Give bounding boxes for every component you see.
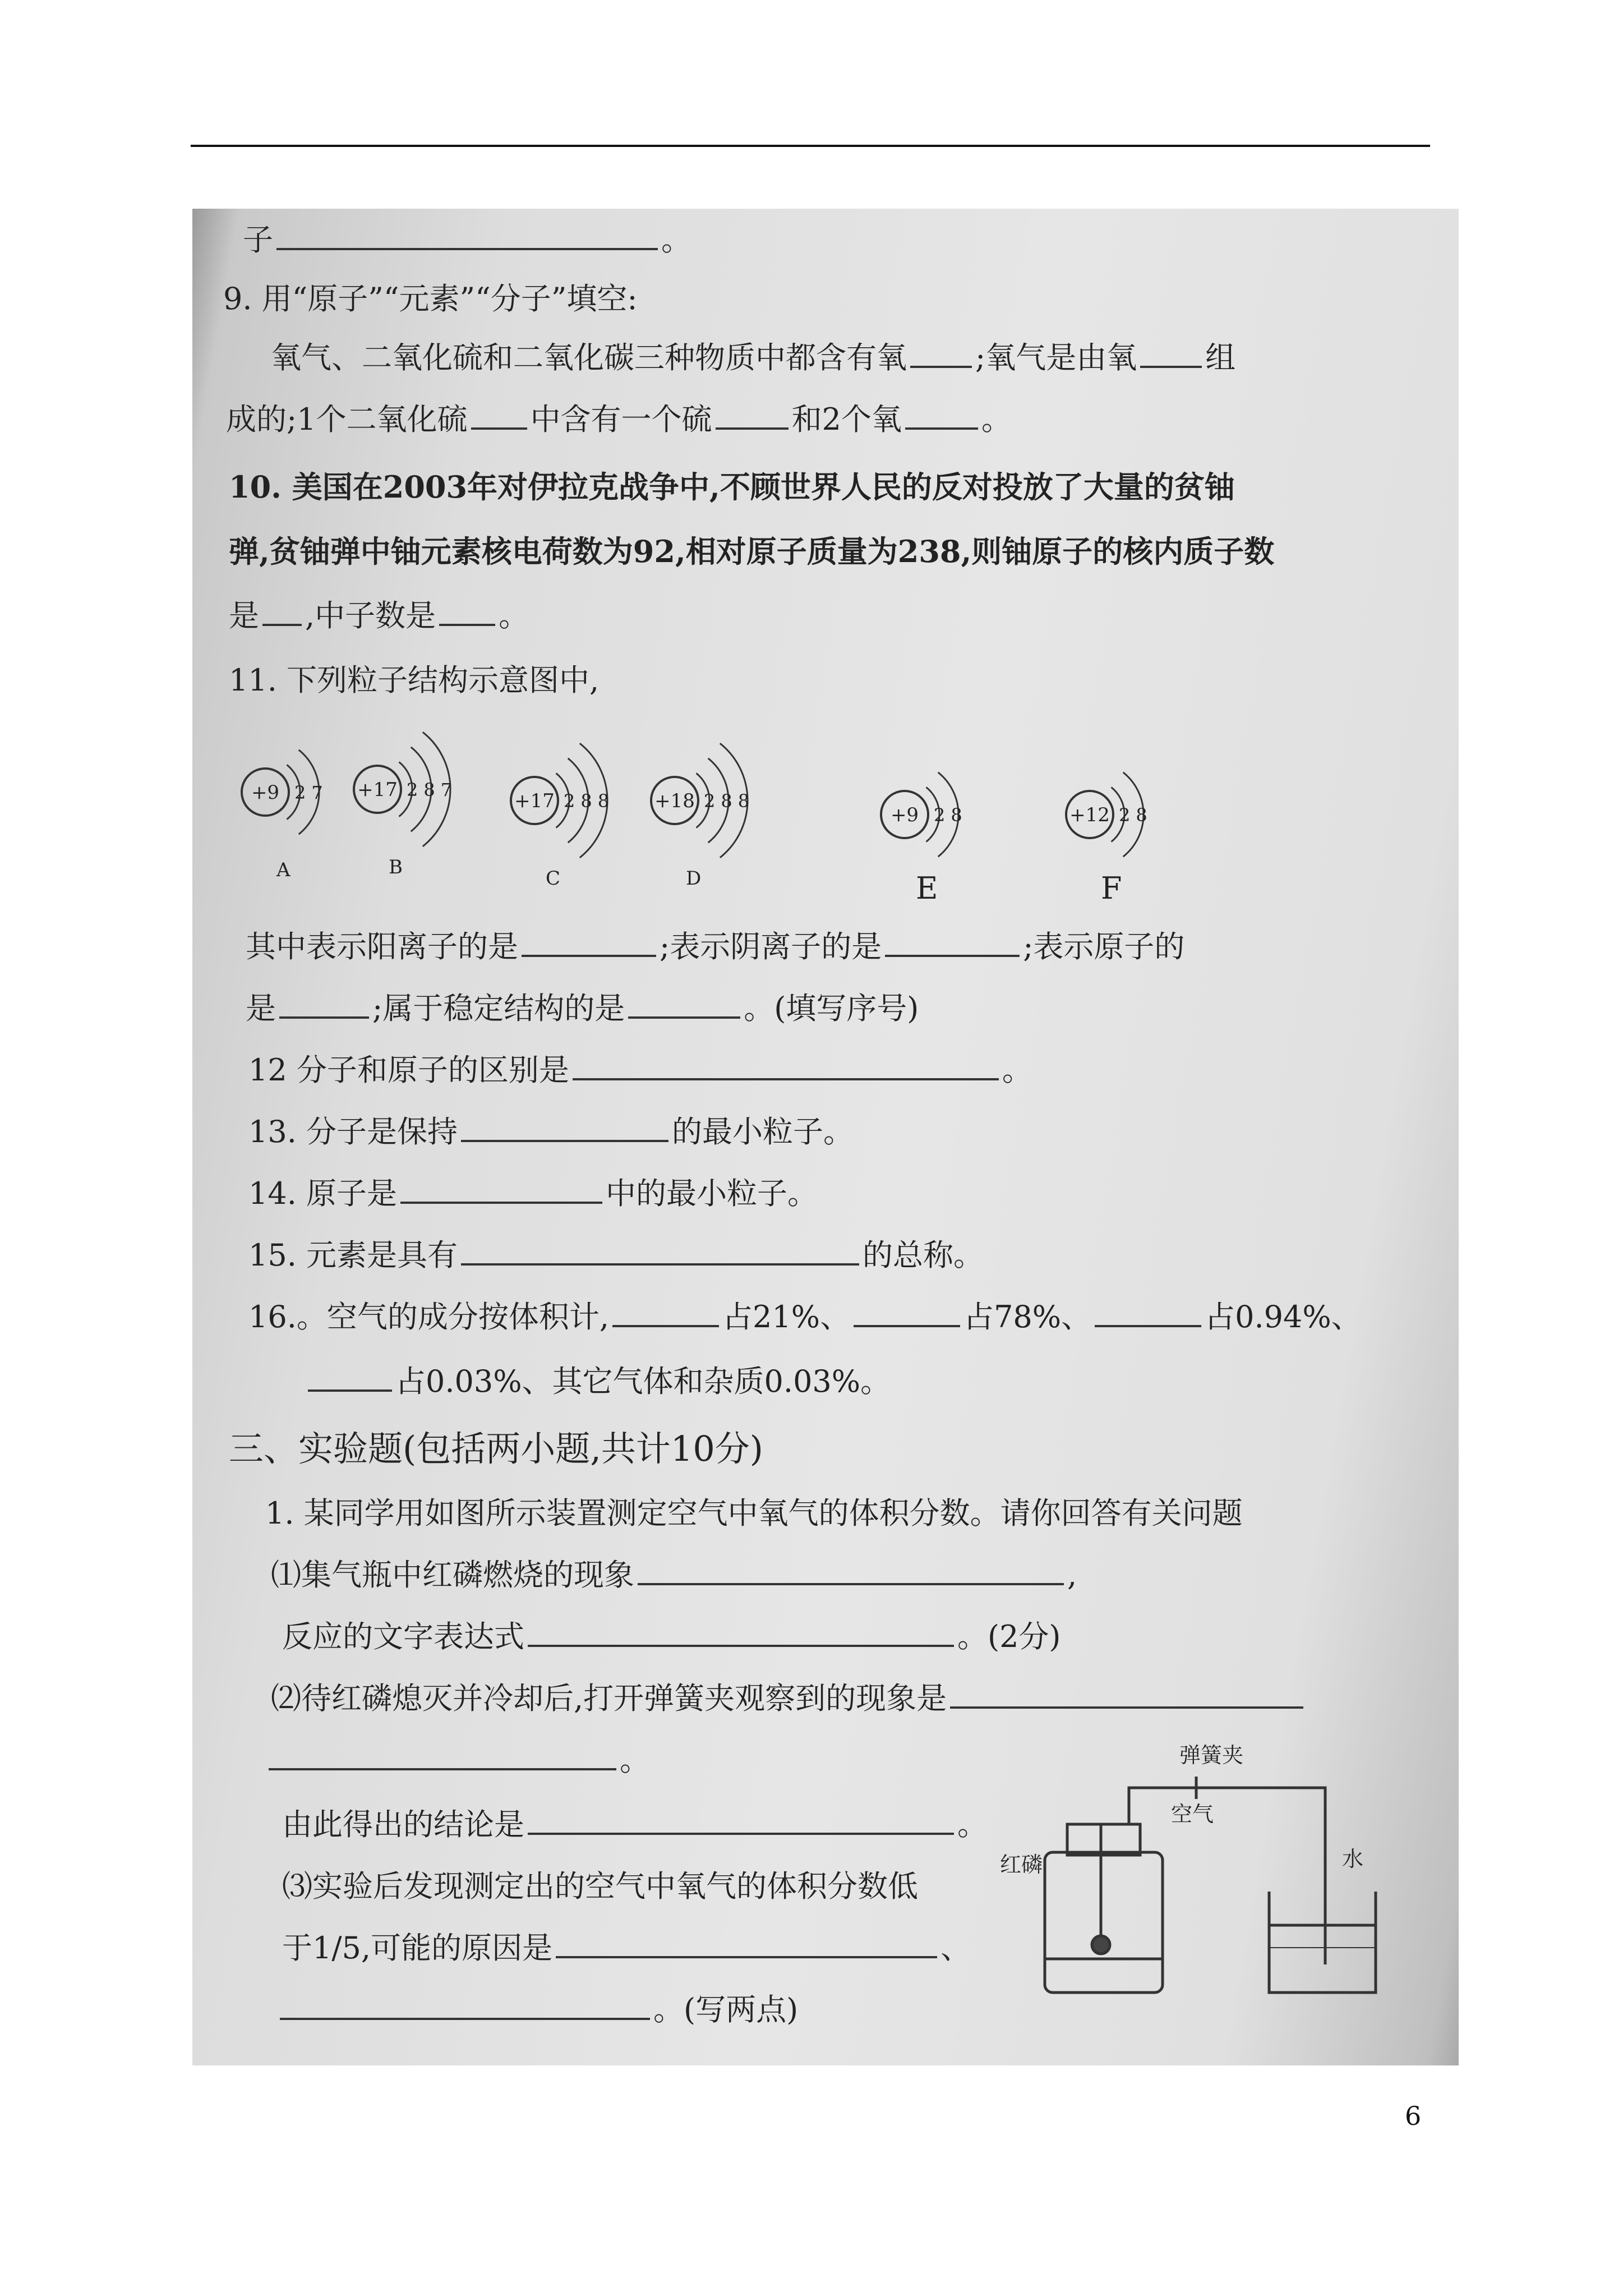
- nucleus-charge: +12: [1069, 804, 1110, 826]
- answer-blank[interactable]: [269, 1768, 616, 1770]
- section3-heading: 三、实验题(包括两小题,共计10分): [229, 1428, 763, 1469]
- answer-blank[interactable]: [1095, 1324, 1201, 1327]
- answer-blank[interactable]: [279, 1016, 369, 1019]
- text: 16.。空气的成分按体积计,: [248, 1299, 610, 1335]
- answer-blank[interactable]: [885, 954, 1020, 957]
- atom-diagram-f: [1066, 772, 1153, 906]
- q10-line1: 10. 美国在2003年对伊拉克战争中,不顾世界人民的反对投放了大量的贫铀: [229, 469, 1235, 505]
- answer-blank[interactable]: [522, 954, 656, 957]
- atom-diagram-a: [242, 750, 329, 881]
- worksheet-photo: [192, 209, 1459, 2065]
- q13: [248, 1112, 854, 1152]
- text: 。: [499, 598, 529, 633]
- q15: [248, 1235, 984, 1276]
- electron-counts: 288: [704, 790, 755, 812]
- q11-line1: [246, 927, 1184, 967]
- electron-counts: 287: [407, 779, 458, 800]
- text: ,中子数是: [305, 598, 436, 633]
- atom-diagram-d: [651, 743, 755, 890]
- answer-blank[interactable]: [854, 1324, 960, 1327]
- atom-label: B: [389, 856, 403, 878]
- exp1-part4: ⑶实验后发现测定出的空气中氧气的体积分数低: [282, 1869, 918, 1904]
- exp1-part3-cont: [265, 1740, 650, 1780]
- q16-line2: [305, 1361, 891, 1402]
- text: ;氧气是由氧: [975, 340, 1137, 375]
- text: 反应的文字表达式: [282, 1619, 524, 1654]
- text: 其中表示阳离子的是: [246, 929, 518, 964]
- atom-label: A: [276, 859, 291, 881]
- text: 占0.03%、其它气体和杂质0.03%。: [395, 1364, 891, 1399]
- phosphorus-dot: [1092, 1936, 1110, 1954]
- atom-diagram-c: [511, 743, 615, 890]
- text: 是: [229, 598, 259, 633]
- text: 。: [1002, 1052, 1032, 1088]
- exp1-conclusion: [282, 1805, 988, 1845]
- answer-blank[interactable]: [950, 1706, 1303, 1709]
- atom-label: C: [546, 867, 561, 890]
- text: 和2个氧: [791, 402, 902, 437]
- gas-bottle: [1045, 1852, 1163, 1993]
- electron-counts: 288: [564, 790, 615, 812]
- bottle-stopper: [1067, 1824, 1140, 1855]
- text: 于1/5,可能的原因是: [282, 1930, 553, 1966]
- text: ⑴集气瓶中红磷燃烧的现象: [271, 1557, 634, 1593]
- q11-title: 11. 下列粒子结构示意图中,: [229, 662, 600, 698]
- exp1-part1: [271, 1555, 1077, 1595]
- atom-label: F: [1101, 871, 1122, 906]
- text: 是: [246, 991, 276, 1026]
- answer-blank[interactable]: [638, 1582, 1064, 1585]
- q14: [248, 1174, 818, 1214]
- text: 。: [981, 402, 1012, 437]
- nucleus-charge: +9: [251, 781, 280, 804]
- q10-line2: 弹,贫铀弹中铀元素核电荷数为92,相对原子质量为238,则铀原子的核内质子数: [229, 533, 1275, 569]
- atom-diagram-b: [354, 732, 458, 878]
- apparatus-label-spring-clip: 弹簧夹: [1179, 1743, 1244, 1768]
- text: 、: [940, 1930, 971, 1966]
- text: 。: [620, 1742, 650, 1778]
- atom-label: E: [916, 871, 938, 906]
- text: 氧气、二氧化硫和二氧化碳三种物质中都含有氧: [271, 340, 907, 375]
- text: 中的最小粒子。: [606, 1176, 818, 1211]
- answer-blank[interactable]: [612, 1324, 719, 1327]
- exp1-part4-cont: [276, 1990, 798, 2030]
- answer-blank[interactable]: [528, 1832, 954, 1835]
- exp1-part4-reason: [282, 1928, 971, 1968]
- text: 占78%、: [963, 1299, 1092, 1335]
- q9-title: 9. 用“原子”“元素”“分子”填空:: [223, 281, 638, 316]
- text: 成的;1个二氧化硫: [226, 402, 468, 437]
- page-number: 6: [1405, 2101, 1422, 2131]
- text: 占21%、: [722, 1299, 851, 1335]
- text: 。: [957, 1807, 988, 1842]
- nucleus-charge: +18: [654, 790, 695, 812]
- answer-blank[interactable]: [280, 2017, 650, 2020]
- answer-blank[interactable]: [400, 1201, 602, 1204]
- text: ;表示阴离子的是: [660, 929, 882, 964]
- text: ⑵待红磷熄灭并冷却后,打开弹簧夹观察到的现象是: [271, 1681, 947, 1716]
- connecting-tube: [1129, 1788, 1325, 1964]
- answer-blank[interactable]: [528, 1644, 954, 1647]
- apparatus-label-red-phosphorus: 红磷: [1000, 1852, 1043, 1877]
- answer-blank[interactable]: [461, 1263, 859, 1266]
- text: 。(填写序号): [744, 991, 919, 1026]
- text: 12 分子和原子的区别是: [248, 1052, 569, 1088]
- header-rule: [191, 145, 1430, 147]
- text: ,: [1067, 1557, 1077, 1593]
- electron-counts: 27: [294, 782, 329, 803]
- electron-counts: 28: [934, 804, 968, 826]
- text: 的最小粒子。: [672, 1114, 854, 1149]
- answer-blank[interactable]: [628, 1016, 740, 1019]
- text: 13. 分子是保持: [248, 1114, 458, 1149]
- text: 14. 原子是: [248, 1176, 398, 1211]
- nucleus-charge: +17: [357, 779, 398, 801]
- nucleus-charge: +17: [514, 790, 555, 812]
- q16-line1: [248, 1297, 1362, 1337]
- text: 由此得出的结论是: [282, 1807, 524, 1842]
- text: ;属于稳定结构的是: [372, 991, 625, 1026]
- answer-blank[interactable]: [556, 1955, 937, 1958]
- text: 子: [243, 222, 273, 257]
- exp1-part2: [282, 1617, 1061, 1657]
- answer-blank[interactable]: [461, 1139, 668, 1142]
- text: 15. 元素是具有: [248, 1237, 458, 1273]
- text: 。(写两点): [653, 1992, 799, 2027]
- text: 。(2分): [957, 1619, 1061, 1654]
- text: 中含有一个硫: [530, 402, 712, 437]
- exp1-title: 1. 某同学用如图所示装置测定空气中氧气的体积分数。请你回答有关问题: [265, 1496, 1243, 1531]
- answer-blank[interactable]: [573, 1078, 999, 1080]
- electron-counts: 28: [1119, 804, 1153, 826]
- atom-diagram-e: [881, 772, 968, 906]
- answer-blank[interactable]: [308, 1389, 392, 1392]
- atom-diagrams: [242, 732, 1153, 906]
- q11-line2: [246, 988, 919, 1029]
- beaker: [1269, 1892, 1376, 1993]
- apparatus-label-air: 空气: [1171, 1802, 1214, 1826]
- text: 的总称。: [863, 1237, 984, 1273]
- text: 。: [661, 222, 691, 257]
- text: ;表示原子的: [1023, 929, 1185, 964]
- q12: [248, 1050, 1032, 1091]
- exp1-part3: [271, 1678, 1307, 1719]
- apparatus-label-water: 水: [1342, 1847, 1364, 1871]
- text: 占0.94%、: [1205, 1299, 1362, 1335]
- nucleus-charge: +9: [890, 804, 919, 826]
- text: 组: [1205, 340, 1236, 375]
- atom-label: D: [686, 867, 702, 890]
